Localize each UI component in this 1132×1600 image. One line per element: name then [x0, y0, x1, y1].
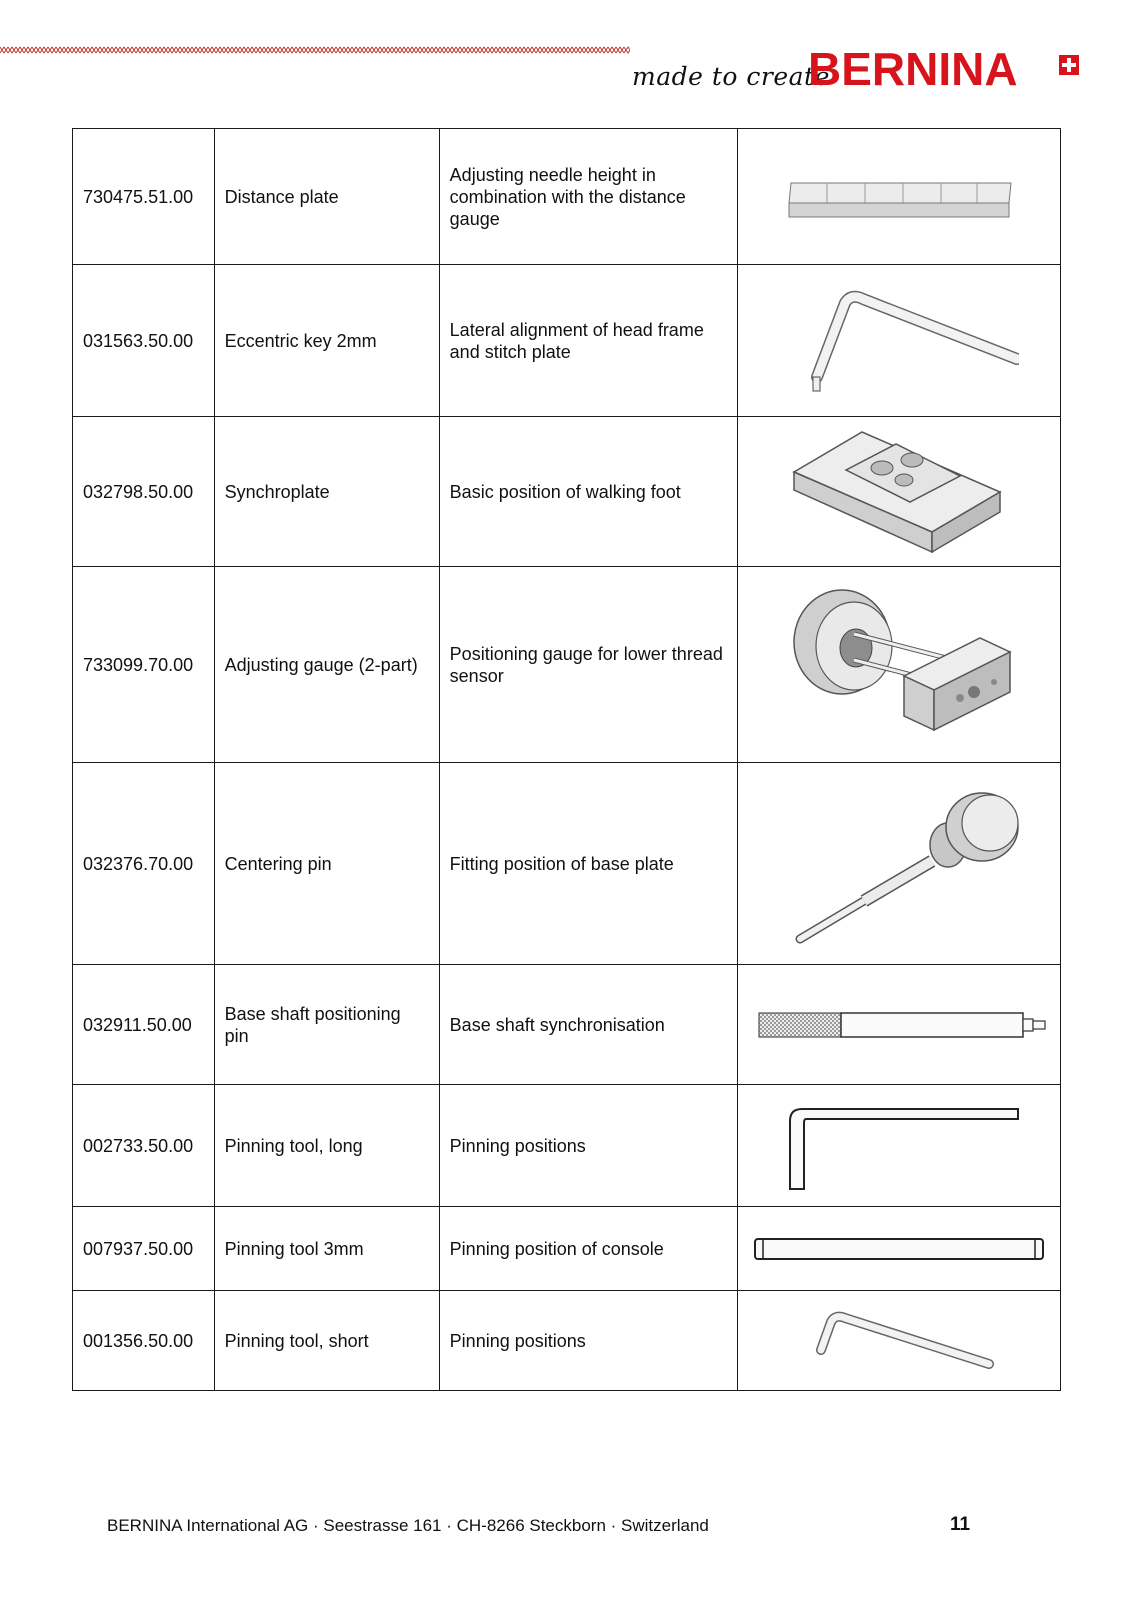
part-number: 730475.51.00 [73, 129, 215, 265]
part-number: 031563.50.00 [73, 265, 215, 417]
part-number: 002733.50.00 [73, 1085, 215, 1207]
tool-name: Pinning tool, long [214, 1085, 439, 1207]
tool-image-cell [738, 1207, 1061, 1291]
tool-name: Base shaft positioning pin [214, 965, 439, 1085]
brand-tagline: made to create [632, 62, 830, 91]
tool-image-cell [738, 1291, 1061, 1391]
part-number: 007937.50.00 [73, 1207, 215, 1291]
table-row [73, 567, 1061, 763]
part-number: 733099.70.00 [73, 567, 215, 763]
part-number: 032911.50.00 [73, 965, 215, 1085]
tool-use: Base shaft synchronisation [439, 965, 737, 1085]
tool-use: Basic position of walking foot [439, 417, 737, 567]
tool-image-cell [738, 763, 1061, 965]
tool-use: Pinning position of console [439, 1207, 737, 1291]
tool-use: Positioning gauge for lower thread sensor [439, 567, 737, 763]
table-row [73, 129, 1061, 265]
tool-name: Pinning tool 3mm [214, 1207, 439, 1291]
tool-image-cell [738, 1085, 1061, 1207]
pinning-tool-3mm-icon [749, 1234, 1049, 1264]
part-number: 032376.70.00 [73, 763, 215, 965]
eccentric-key-icon [779, 281, 1019, 401]
table-row [73, 1207, 1061, 1291]
tool-name: Eccentric key 2mm [214, 265, 439, 417]
synchroplate-icon [784, 422, 1014, 562]
table-row [73, 965, 1061, 1085]
tool-image-cell [738, 265, 1061, 417]
table-row [73, 763, 1061, 965]
pinning-tool-long-icon [774, 1101, 1024, 1191]
table-row [73, 1291, 1061, 1391]
table-row [73, 1085, 1061, 1207]
tool-use: Adjusting needle height in combination with the distance gauge [439, 129, 737, 265]
tool-image-cell [738, 567, 1061, 763]
tool-name: Synchroplate [214, 417, 439, 567]
tool-use: Lateral alignment of head frame and stitch plate [439, 265, 737, 417]
base-shaft-pin-icon [749, 1005, 1049, 1045]
footer-address: BERNINA International AG · Seestrasse 161 · CH-8266 Steckborn · Switzerland [107, 1516, 709, 1535]
table-row [73, 265, 1061, 417]
adjusting-gauge-icon [784, 580, 1014, 750]
page-number: 11 [950, 1514, 971, 1535]
part-number: 032798.50.00 [73, 417, 215, 567]
tool-name: Centering pin [214, 763, 439, 965]
tool-image-cell [738, 965, 1061, 1085]
tool-name: Adjusting gauge (2-part) [214, 567, 439, 763]
tool-image-cell [738, 129, 1061, 265]
tool-use: Pinning positions [439, 1291, 737, 1391]
tools-table [72, 128, 1061, 1391]
centering-pin-icon [774, 779, 1024, 949]
table-row [73, 417, 1061, 567]
tool-name: Pinning tool, short [214, 1291, 439, 1391]
tool-use: Pinning positions [439, 1085, 737, 1207]
swiss-cross-icon [1059, 55, 1079, 75]
brand-logo: BERNINA [808, 43, 1018, 95]
pinning-tool-short-icon [799, 1306, 999, 1376]
distance-plate-icon [779, 167, 1019, 227]
part-number: 001356.50.00 [73, 1291, 215, 1391]
tool-use: Fitting position of base plate [439, 763, 737, 965]
tool-name: Distance plate [214, 129, 439, 265]
stitch-decoration [0, 44, 630, 56]
tool-image-cell [738, 417, 1061, 567]
